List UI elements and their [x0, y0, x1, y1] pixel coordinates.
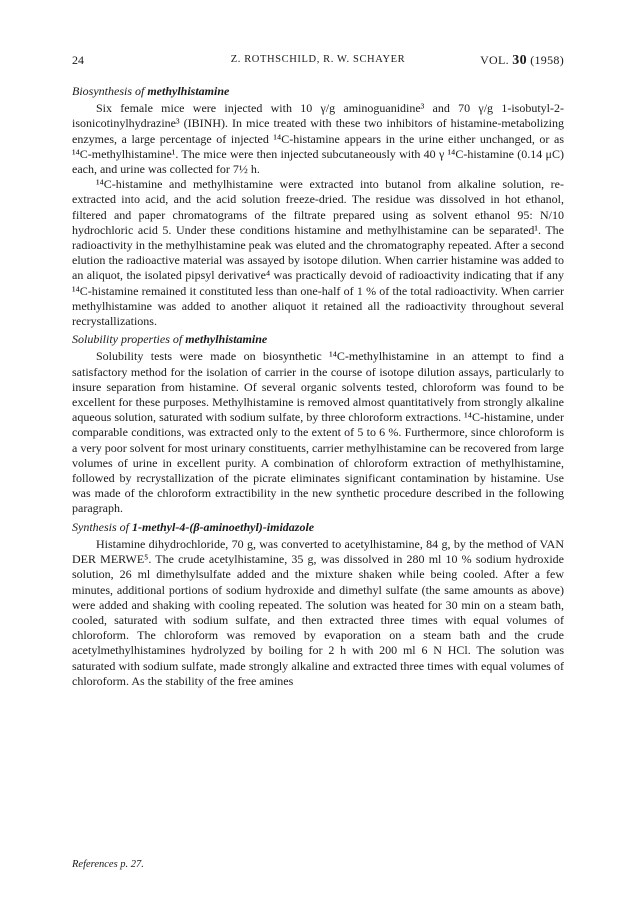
section-heading-biosynthesis	[72, 84, 564, 99]
heading-emphasis: 1-methyl-4-(β-aminoethyl)-imidazole	[132, 519, 315, 534]
references-footnote: References p. 27.	[72, 859, 144, 870]
section-heading-solubility	[72, 332, 564, 347]
heading-text: Solubility properties of	[72, 332, 186, 347]
volume-year: (1958)	[530, 53, 564, 67]
header-volume	[480, 51, 564, 70]
heading-text: Synthesis of	[72, 519, 132, 534]
paragraph: Six female mice were injected with 10 γ/g aminoguanidine³ and 70 γ/g 1-isobutyl-2-isonicotinylhydrazine³ (IBINH). In mice treated with these two inhibitors of histamine-metabolizing enzymes, a large percentage of injected ¹⁴C-histamine appears in the urine either unchanged, or as ¹⁴C-methylhistamine¹. The mice were then injected subcutaneously with 40 γ ¹⁴C-histamine (0.14 μC) each, and urine was collected for 7½ h.	[72, 101, 564, 177]
volume-number: 30	[512, 53, 527, 68]
paragraph: Histamine dihydrochloride, 70 g, was converted to acetylhistamine, 84 g, by the method of VAN DER MERWE⁵. The crude acetylhistamine, 35 g, was dissolved in 280 ml 10 % sodium hydroxide solution, 26 ml dimethylsulfate added and the mixture shaken while being cooled. After a few minutes, additional portions of sodium hydroxide and dimethyl sulfate (the same amounts as above) were added and shaking with cooling repeated. The solution was heated for 30 min on a steam bath, cooled, saturated with sodium sulfate, and then extracted three times with equal volumes of chloroform. The chloroform was removed by evaporation on a steam bath and the crude acetylmethylhistamines hydrolyzed by boiling for 2 h with 200 ml 6 N HCl. The solution was saturated with sodium sulfate, made strongly alkaline and extracted three times with equal volumes of chloroform. As the stability of the free amines	[72, 536, 564, 688]
page-number: 24	[72, 53, 84, 67]
header-authors: Z. ROTHSCHILD, R. W. SCHAYER	[230, 54, 406, 65]
paragraph: Solubility tests were made on biosynthetic ¹⁴C-methylhistamine in an attempt to find a satisfactory method for the isolation of carrier in the course of isotope dilution assays, particularly to insure separation from histamine. Of several organic solvents tested, chloroform was found to be excellent for these purposes. Methylhistamine is removed almost quantitatively from strongly alkaline aqueous solution, saturated with sodium sulfate, by three chloroform extractions. ¹⁴C-histamine, under comparable conditions, was extracted only to the extent of 5 to 6 %. Furthermore, since chloroform is a very poor solvent for most urinary constituents, carrier methylhistamine can be recovered from large volumes of urine in excellent purity. A combination of chloroform extraction of methylhistamine, followed by recrystallization of the picrate eliminates significant contamination by histamine. Use was made of the chloroform extractibility in the new synthetic procedure described in the following paragraph.	[72, 349, 564, 516]
article-body	[72, 81, 564, 689]
paragraph: ¹⁴C-histamine and methylhistamine were extracted into butanol from alkaline solution, re-extracted into acid, and the acid solution freeze-dried. The residue was dissolved in hot ethanol, filtered and paper chromatograms of the filtrate prepared using as solvent ethanol 95: N/10 hydrochloric acid 5. Under these conditions histamine and methylhistamine can be separated¹. The radioactivity in the methylhistamine peak was eluted and the chromatography repeated. After a second elution the radioactive material was assayed by isotope dilution. When carrier histamine was added to an aliquot, the isolated pipsyl derivative⁴ was practically devoid of radioactivity indicating that if any ¹⁴C-histamine remained it constituted less than one-half of 1 % of the total radioactivity. When carrier methylhistamine was added to another aliquot it retained all the radioactivity throughout several recrystallizations.	[72, 177, 564, 329]
section-heading-synthesis	[72, 520, 564, 535]
heading-emphasis: methylhistamine	[185, 332, 268, 347]
volume-label: VOL.	[480, 53, 509, 67]
heading-text: Biosynthesis of	[72, 84, 148, 98]
running-header	[72, 51, 564, 69]
heading-emphasis: methylhistamine	[147, 84, 230, 98]
